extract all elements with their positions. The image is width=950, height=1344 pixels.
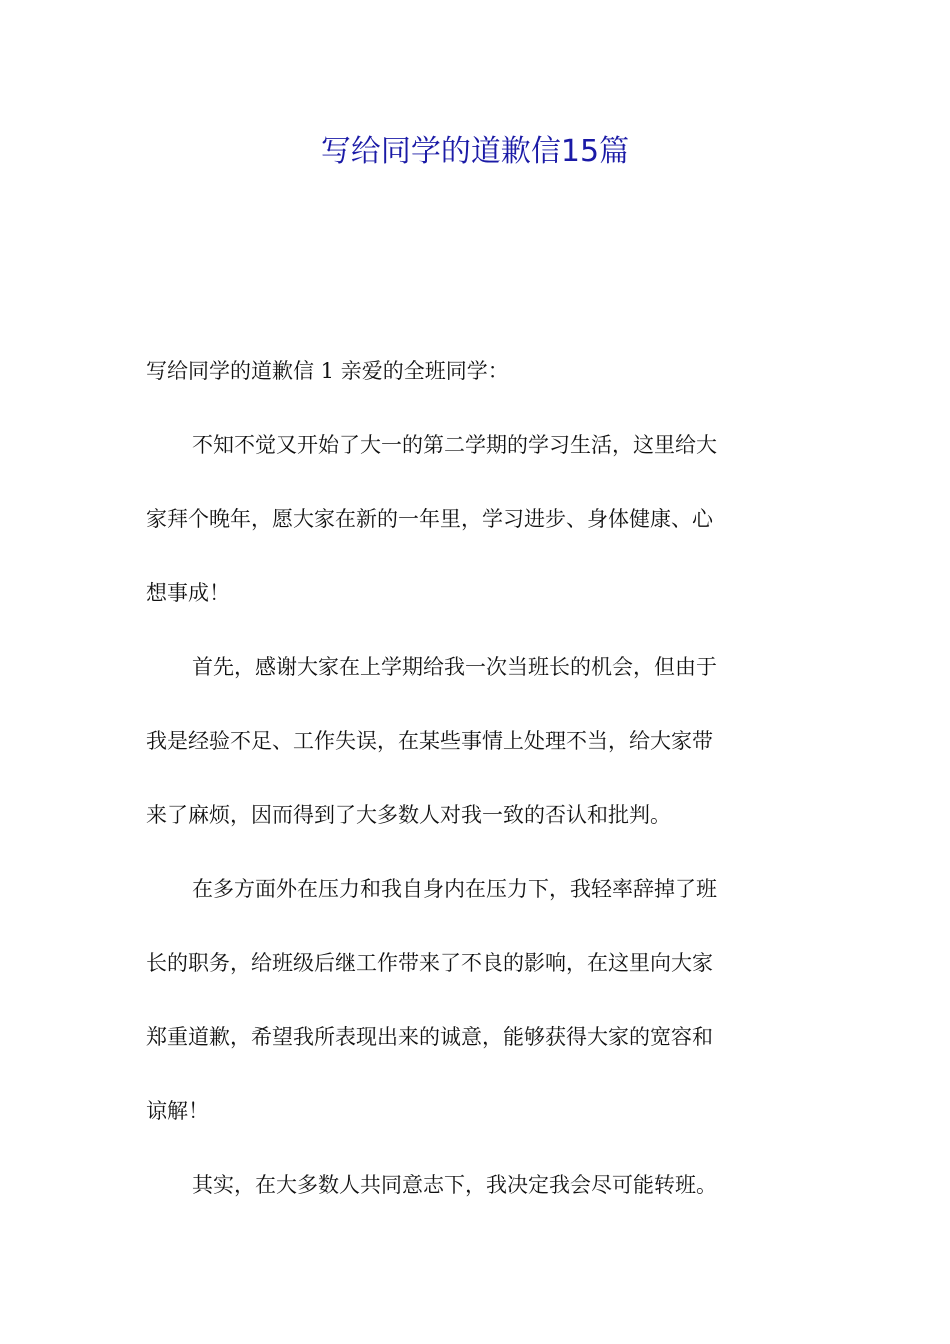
text-line: 在多方面外在压力和我自身内在压力下，我轻率辞掉了班: [192, 877, 717, 901]
text-line: 家拜个晚年，愿大家在新的一年里，学习进步、身体健康、心: [146, 507, 713, 531]
document-title: 写给同学的道歉信15篇: [320, 134, 630, 169]
paragraph: [146, 1148, 810, 1222]
text-line: 郑重道歉，希望我所表现出来的诚意，能够获得大家的宽容和: [146, 1025, 713, 1049]
text-line: 想事成！: [146, 581, 230, 605]
text-line: 谅解！: [146, 1099, 209, 1123]
text-line: 长的职务，给班级后继工作带来了不良的影响，在这里向大家: [146, 951, 713, 975]
text-line: 不知不觉又开始了大一的第二学期的学习生活，这里给大: [192, 433, 717, 457]
document-body: [146, 334, 810, 1222]
paragraph: [146, 408, 810, 630]
text-line: 其实，在大多数人共同意志下，我决定我会尽可能转班。: [192, 1173, 717, 1197]
paragraph-salutation: [146, 334, 810, 408]
text-line: 首先，感谢大家在上学期给我一次当班长的机会，但由于: [192, 655, 717, 679]
paragraph: [146, 852, 810, 1148]
text-line: 来了麻烦，因而得到了大多数人对我一致的否认和批判。: [146, 803, 671, 827]
paragraph: [146, 630, 810, 852]
text-line: 写给同学的道歉信 1 亲爱的全班同学：: [146, 359, 509, 383]
text-line: 我是经验不足、工作失误，在某些事情上处理不当，给大家带: [146, 729, 713, 753]
